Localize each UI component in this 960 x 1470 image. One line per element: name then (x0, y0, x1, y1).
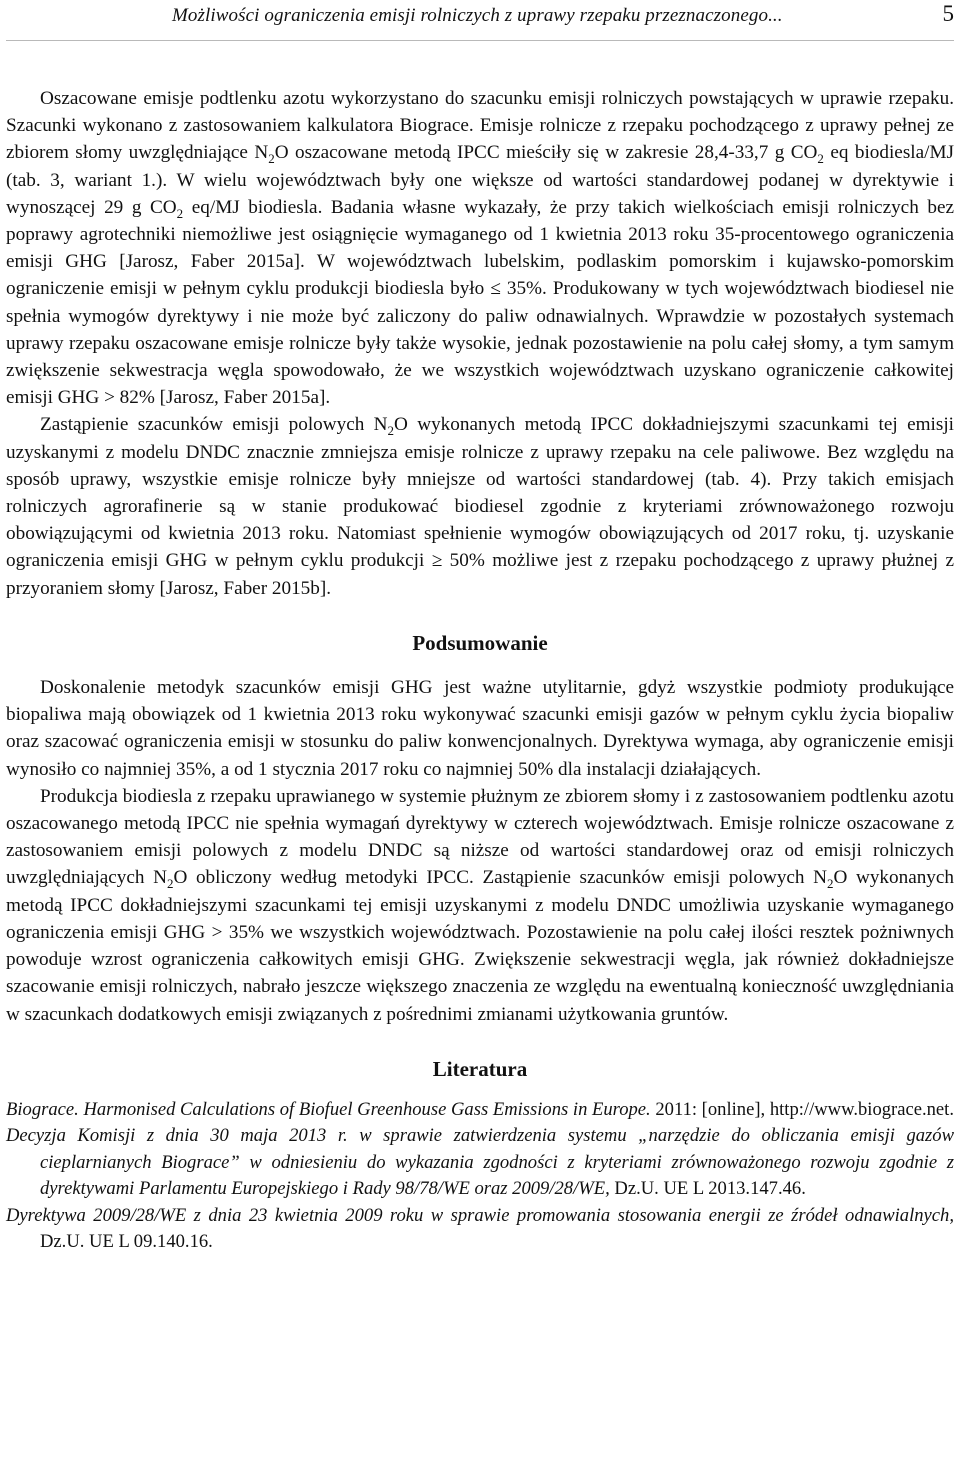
text-run: eq biodiesla/MJ (tab. 3, wariant 1.). W wielu województwach były one większe od wartości standardowej podanej w dyrektywie i wynoszącej 29 g CO (6, 142, 954, 218)
references-section (6, 1056, 954, 1256)
text-run: O wykonanych metodą IPCC dokładniejszymi szacunkami tej emisji uzyskanymi z modelu DNDC umożliwia uzyskanie wymaganego ograniczenia emisji GHG > 35% we wszystkich województwach. Pozostawienie na polu całej ilości resztek pożniwnych powoduje wzrost ograniczenia całkowitych emisji GHG. Zwiększenie sekwestracji węgla, jak również dokładniejsze szacowanie emisji rolniczych, nabrało jeszcze większego znaczenia ze względu na ewentualną konieczność uwzględniania w szacunkach dodatkowych emisji związanych z pośrednimi zmianami użytkowania gruntów. (6, 867, 955, 1025)
text-run: eq/MJ biodiesla. Badania własne wykazały, że przy takich wielkościach emisji rolniczych bez poprawy agrotechniki niemożliwe jest osiągnięcie wymaganego od 1 kwietnia 2013 roku 35-procentowego ograniczenia emisji GHG [Jarosz, Faber 2015a]. W województwach lubelskim, podlaskim pomorskim i kujawsko-pomorskim ograniczenie emisji w pełnym cyklu produkcji biodiesla było ≤ 35%. Produkowany w tych województwach biodiesel nie spełnia wymogów dyrektywy i nie może być zaliczony do paliw odnawialnych. Wprawdzie w pozostałych systemach uprawy rzepaku oszacowane emisje rolnicze były także wysokie, jednak pozostawienie na polu całej słomy, a tym samym zwiększenie sekwestracja węgla spowodowało, że we wszystkich województwach uzyskano ograniczenie całkowitej emisji GHG > 82% [Jarosz, Faber 2015a]. (6, 196, 954, 409)
section-heading-references: Literatura (432, 1056, 528, 1081)
subscript: 2 (268, 151, 275, 167)
reference-source: 2011: [online], http://www.biograce.net. (650, 1098, 955, 1120)
text-run: Oszacowane emisje podtlenku azotu wykorzystano do szacunku emisji rolniczych powstających w uprawie rzepaku. Szacunki wykonano z zastosowaniem kalkulatora Biograce. Emisje rolnicze z rzepaku pochodzącego z uprawy pełnej ze zbiorem słomy uwzględniające N (6, 88, 954, 164)
subscript: 2 (166, 876, 174, 892)
text-run: Produkcja biodiesla z rzepaku uprawianego w systemie płużnym ze zbiorem słomy i z zastosowaniem podtlenku azotu oszacowanego metodą IPCC nie spełnia wymagań dyrektywy w czterech województwach. Emisje rolnicze oszacowane z zastosowaniem emisji polowych z modelu DNDC są niższe od wartości standardowej oraz od emisji rolniczych uwzględniających N (6, 785, 954, 889)
reference-source: Dz.U. UE L 09.140.16. (40, 1230, 213, 1252)
reference-source: Dz.U. UE L 2013.147.46. (609, 1178, 806, 1200)
reference-item (6, 1203, 954, 1256)
reference-title: Decyzja Komisji z dnia 30 maja 2013 r. w sprawie zatwierdzenia systemu „narzędzie do obliczania emisji gazów cieplarnianych Biograce” w odniesieniu do wykazania zgodności z kryteriami zrównoważonego rozwoju zgodnie z dyrektywami Parlamentu Europejskiego i Rady 98/78/WE oraz 2009/28/WE, (6, 1125, 954, 1200)
text-run: O wykonanych metodą IPCC dokładniejszymi szacunkami tej emisji uzyskanymi z modelu DNDC znacznie zmniejsza emisje rolnicze z uprawy rzepaku na cele paliwowe. Bez względu na sposób uprawy, wszystkie emisje rolnicze były mniejsze od wartości standardowej (tab. 4). Przy takich emisjach rolniczych agrorafinerie są w stanie produkować biodiesel zgodnie z kryteriami zrównoważonego rozwoju obowiązującymi od kwietnia 2013 roku. Natomiast spełnienie wymogów obowiązujących od 2017 roku, tj. uzyskanie ograniczenia emisji GHG w pełnym cyklu produkcji ≥ 50% możliwe jest z rzepaku pochodzącego z uprawy płużnej z przyoraniem słomy [Jarosz, Faber 2015b]. (6, 414, 954, 599)
summary-paragraph-1: Doskonalenie metodyk szacunków emisji GHG jest ważne utylitarnie, gdyż wszystkie podmioty produkujące biopaliwa mają obowiązek od 1 kwietnia 2013 roku wykonywać szacunki emisji gazów w pełnym cyklu życia biopaliw oraz szacować ograniczenia emisji w stosunku do paliw konwencjonalnych. Dyrektywa wymaga, aby ograniczenie emisji wynosiło co najmniej 35%, a od 1 stycznia 2017 roku co najmniej 50% dla instalacji działających. (6, 677, 954, 780)
text-run: O oszacowane metodą IPCC mieściły się w zakresie 28,4-33,7 g CO (274, 142, 818, 164)
subscript: 2 (817, 151, 824, 167)
body-paragraph-1 (6, 85, 954, 411)
article-body (6, 85, 954, 1255)
body-paragraph-2 (6, 411, 954, 601)
text-run: O obliczony według metodyki IPCC. Zastąpienie szacunków emisji polowych N (173, 867, 827, 889)
reference-title: Biograce. Harmonised Calculations of Biofuel Greenhouse Gass Emissions in Europe. (6, 1098, 651, 1120)
subscript: 2 (827, 876, 834, 892)
running-header (6, 2, 954, 41)
text-run: Zastąpienie szacunków emisji polowych N (40, 414, 388, 436)
reference-item (6, 1097, 954, 1123)
summary-paragraph-2 (6, 783, 954, 1028)
page-number: 5 (942, 1, 954, 26)
reference-title: Dyrektywa 2009/28/WE z dnia 23 kwietnia 2009 roku w sprawie promowania stosowania energii ze źródeł odnawialnych, (6, 1204, 954, 1226)
reference-item (6, 1123, 954, 1202)
subscript: 2 (176, 205, 184, 221)
subscript: 2 (387, 423, 395, 439)
running-title: Możliwości ograniczenia emisji rolniczych z uprawy rzepaku przeznaczonego... (172, 5, 783, 26)
section-heading-summary: Podsumowanie (412, 630, 548, 655)
